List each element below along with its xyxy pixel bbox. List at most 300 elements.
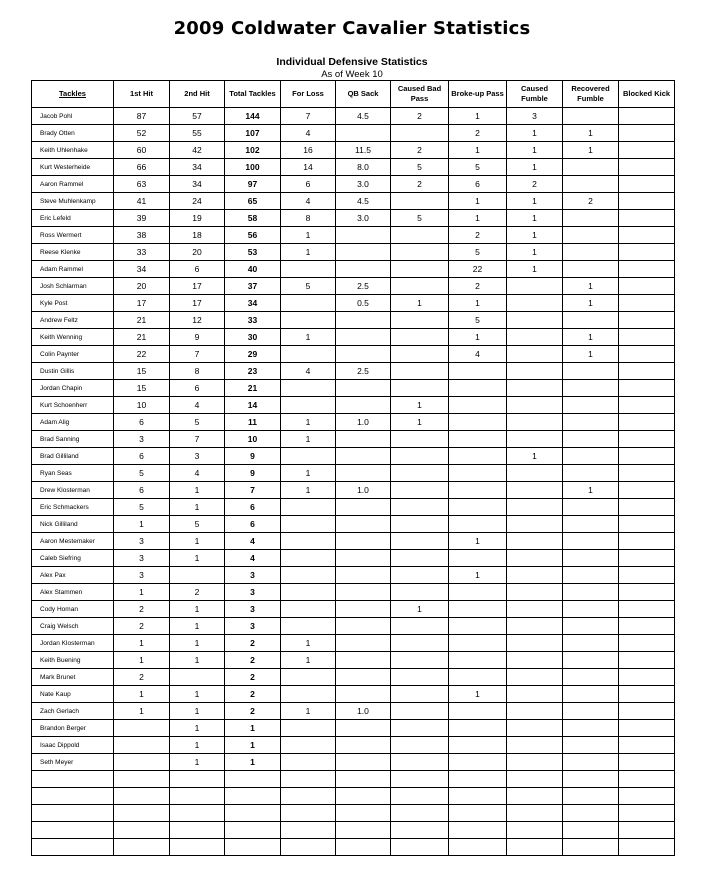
- second-hit-cell: 5: [170, 516, 225, 533]
- recovered-fumble-cell: [563, 448, 619, 465]
- qb-sack-cell: [336, 550, 391, 567]
- recovered-fumble-cell: [563, 210, 619, 227]
- caused-bad-pass-cell: [391, 737, 449, 754]
- caused-fumble-cell: [507, 584, 563, 601]
- recovered-fumble-cell: 1: [563, 329, 619, 346]
- player-name-cell: Josh Schlarman: [32, 278, 114, 295]
- table-row: [32, 720, 675, 737]
- qb-sack-cell: [336, 567, 391, 584]
- total-tackles-cell: 29: [225, 346, 281, 363]
- second-hit-cell: 8: [170, 363, 225, 380]
- blocked-kick-cell: [619, 805, 675, 822]
- second-hit-cell: [170, 805, 225, 822]
- for-loss-cell: [281, 618, 336, 635]
- first-hit-cell: 21: [114, 329, 170, 346]
- caused-bad-pass-cell: [391, 125, 449, 142]
- broke-up-pass-cell: [449, 397, 507, 414]
- for-loss-cell: [281, 771, 336, 788]
- caused-bad-pass-cell: [391, 533, 449, 550]
- blocked-kick-cell: [619, 346, 675, 363]
- first-hit-cell: 2: [114, 669, 170, 686]
- column-header-tackles: Tackles: [32, 81, 114, 108]
- recovered-fumble-cell: [563, 703, 619, 720]
- player-name-cell: Dustin Gillis: [32, 363, 114, 380]
- caused-fumble-cell: [507, 652, 563, 669]
- player-name-cell: [32, 788, 114, 805]
- total-tackles-cell: 65: [225, 193, 281, 210]
- broke-up-pass-cell: 1: [449, 108, 507, 125]
- for-loss-cell: 1: [281, 652, 336, 669]
- total-tackles-cell: 9: [225, 465, 281, 482]
- player-name-cell: Seth Meyer: [32, 754, 114, 771]
- qb-sack-cell: 4.5: [336, 108, 391, 125]
- blocked-kick-cell: [619, 516, 675, 533]
- second-hit-cell: 12: [170, 312, 225, 329]
- caused-fumble-cell: [507, 465, 563, 482]
- blocked-kick-cell: [619, 533, 675, 550]
- total-tackles-cell: 7: [225, 482, 281, 499]
- table-row: [32, 278, 675, 295]
- recovered-fumble-cell: [563, 584, 619, 601]
- caused-bad-pass-cell: [391, 346, 449, 363]
- caused-fumble-cell: 1: [507, 448, 563, 465]
- first-hit-cell: 20: [114, 278, 170, 295]
- caused-fumble-cell: [507, 737, 563, 754]
- blocked-kick-cell: [619, 567, 675, 584]
- table-row: [32, 771, 675, 788]
- player-name-cell: Craig Welsch: [32, 618, 114, 635]
- first-hit-cell: 21: [114, 312, 170, 329]
- recovered-fumble-cell: [563, 652, 619, 669]
- first-hit-cell: 1: [114, 652, 170, 669]
- blocked-kick-cell: [619, 193, 675, 210]
- for-loss-cell: [281, 380, 336, 397]
- total-tackles-cell: 97: [225, 176, 281, 193]
- second-hit-cell: [170, 669, 225, 686]
- blocked-kick-cell: [619, 601, 675, 618]
- first-hit-cell: [114, 737, 170, 754]
- recovered-fumble-cell: [563, 822, 619, 839]
- second-hit-cell: 4: [170, 397, 225, 414]
- for-loss-cell: [281, 312, 336, 329]
- recovered-fumble-cell: [563, 431, 619, 448]
- caused-bad-pass-cell: [391, 720, 449, 737]
- caused-fumble-cell: [507, 805, 563, 822]
- caused-bad-pass-cell: [391, 652, 449, 669]
- recovered-fumble-cell: [563, 312, 619, 329]
- recovered-fumble-cell: [563, 176, 619, 193]
- broke-up-pass-cell: [449, 550, 507, 567]
- table-row: [32, 516, 675, 533]
- broke-up-pass-cell: 2: [449, 125, 507, 142]
- table-row: [32, 635, 675, 652]
- total-tackles-cell: 2: [225, 652, 281, 669]
- table-row: [32, 108, 675, 125]
- qb-sack-cell: 2.5: [336, 278, 391, 295]
- second-hit-cell: 1: [170, 550, 225, 567]
- caused-fumble-cell: 1: [507, 210, 563, 227]
- caused-fumble-cell: [507, 278, 563, 295]
- table-row: [32, 465, 675, 482]
- first-hit-cell: [114, 839, 170, 856]
- for-loss-cell: 5: [281, 278, 336, 295]
- total-tackles-cell: 6: [225, 516, 281, 533]
- table-row: [32, 193, 675, 210]
- caused-bad-pass-cell: [391, 193, 449, 210]
- broke-up-pass-cell: 1: [449, 142, 507, 159]
- caused-bad-pass-cell: [391, 550, 449, 567]
- blocked-kick-cell: [619, 448, 675, 465]
- qb-sack-cell: [336, 380, 391, 397]
- column-header-total-tackles: Total Tackles: [225, 81, 281, 108]
- recovered-fumble-cell: [563, 839, 619, 856]
- broke-up-pass-cell: [449, 431, 507, 448]
- broke-up-pass-cell: [449, 618, 507, 635]
- first-hit-cell: 33: [114, 244, 170, 261]
- qb-sack-cell: [336, 822, 391, 839]
- total-tackles-cell: 56: [225, 227, 281, 244]
- caused-fumble-cell: [507, 363, 563, 380]
- second-hit-cell: 17: [170, 278, 225, 295]
- total-tackles-cell: 11: [225, 414, 281, 431]
- broke-up-pass-cell: [449, 652, 507, 669]
- player-name-cell: Caleb Siefring: [32, 550, 114, 567]
- second-hit-cell: 3: [170, 448, 225, 465]
- blocked-kick-cell: [619, 329, 675, 346]
- table-row: [32, 550, 675, 567]
- caused-bad-pass-cell: [391, 686, 449, 703]
- qb-sack-cell: 0.5: [336, 295, 391, 312]
- broke-up-pass-cell: [449, 414, 507, 431]
- column-header-caused-fumble: Caused Fumble: [507, 81, 563, 108]
- first-hit-cell: 87: [114, 108, 170, 125]
- for-loss-cell: [281, 669, 336, 686]
- first-hit-cell: 2: [114, 618, 170, 635]
- blocked-kick-cell: [619, 635, 675, 652]
- for-loss-cell: [281, 533, 336, 550]
- second-hit-cell: 1: [170, 499, 225, 516]
- second-hit-cell: 17: [170, 295, 225, 312]
- table-row: [32, 839, 675, 856]
- caused-fumble-cell: [507, 397, 563, 414]
- second-hit-cell: 6: [170, 261, 225, 278]
- player-name-cell: Aaron Rammel: [32, 176, 114, 193]
- caused-bad-pass-cell: [391, 805, 449, 822]
- player-name-cell: Ryan Seas: [32, 465, 114, 482]
- blocked-kick-cell: [619, 499, 675, 516]
- caused-fumble-cell: [507, 414, 563, 431]
- blocked-kick-cell: [619, 550, 675, 567]
- broke-up-pass-cell: [449, 516, 507, 533]
- recovered-fumble-cell: 1: [563, 346, 619, 363]
- recovered-fumble-cell: 1: [563, 125, 619, 142]
- blocked-kick-cell: [619, 618, 675, 635]
- for-loss-cell: [281, 584, 336, 601]
- player-name-cell: Jordan Klosterman: [32, 635, 114, 652]
- player-name-cell: Colin Paynter: [32, 346, 114, 363]
- first-hit-cell: 66: [114, 159, 170, 176]
- recovered-fumble-cell: [563, 363, 619, 380]
- first-hit-cell: 17: [114, 295, 170, 312]
- second-hit-cell: [170, 822, 225, 839]
- first-hit-cell: 5: [114, 499, 170, 516]
- for-loss-cell: [281, 720, 336, 737]
- table-row: [32, 363, 675, 380]
- column-header-1st-hit: 1st Hit: [114, 81, 170, 108]
- player-name-cell: Andrew Feltz: [32, 312, 114, 329]
- player-name-cell: Keith Wenning: [32, 329, 114, 346]
- table-row: [32, 295, 675, 312]
- for-loss-cell: [281, 788, 336, 805]
- table-row: [32, 125, 675, 142]
- qb-sack-cell: 1.0: [336, 703, 391, 720]
- total-tackles-cell: 53: [225, 244, 281, 261]
- caused-fumble-cell: [507, 295, 563, 312]
- for-loss-cell: [281, 737, 336, 754]
- recovered-fumble-cell: [563, 533, 619, 550]
- for-loss-cell: [281, 346, 336, 363]
- caused-fumble-cell: 1: [507, 227, 563, 244]
- for-loss-cell: 1: [281, 431, 336, 448]
- caused-bad-pass-cell: [391, 448, 449, 465]
- second-hit-cell: 1: [170, 533, 225, 550]
- recovered-fumble-cell: [563, 414, 619, 431]
- caused-bad-pass-cell: 2: [391, 176, 449, 193]
- first-hit-cell: 1: [114, 686, 170, 703]
- column-header-blocked-kick: Blocked Kick: [619, 81, 675, 108]
- for-loss-cell: 1: [281, 465, 336, 482]
- for-loss-cell: [281, 567, 336, 584]
- table-row: [32, 805, 675, 822]
- first-hit-cell: 63: [114, 176, 170, 193]
- second-hit-cell: 34: [170, 159, 225, 176]
- player-name-cell: Ross Wermert: [32, 227, 114, 244]
- blocked-kick-cell: [619, 125, 675, 142]
- player-name-cell: Jordan Chapin: [32, 380, 114, 397]
- blocked-kick-cell: [619, 431, 675, 448]
- blocked-kick-cell: [619, 108, 675, 125]
- recovered-fumble-cell: [563, 720, 619, 737]
- broke-up-pass-cell: [449, 822, 507, 839]
- for-loss-cell: 1: [281, 703, 336, 720]
- broke-up-pass-cell: 6: [449, 176, 507, 193]
- blocked-kick-cell: [619, 278, 675, 295]
- player-name-cell: Brad Sanning: [32, 431, 114, 448]
- broke-up-pass-cell: [449, 482, 507, 499]
- second-hit-cell: [170, 788, 225, 805]
- recovered-fumble-cell: [563, 567, 619, 584]
- recovered-fumble-cell: [563, 771, 619, 788]
- table-row: [32, 397, 675, 414]
- qb-sack-cell: [336, 261, 391, 278]
- blocked-kick-cell: [619, 210, 675, 227]
- second-hit-cell: 1: [170, 652, 225, 669]
- blocked-kick-cell: [619, 363, 675, 380]
- qb-sack-cell: [336, 465, 391, 482]
- qb-sack-cell: [336, 652, 391, 669]
- player-name-cell: Mark Brunet: [32, 669, 114, 686]
- for-loss-cell: 4: [281, 363, 336, 380]
- player-name-cell: Keith Uhlenhake: [32, 142, 114, 159]
- second-hit-cell: 2: [170, 584, 225, 601]
- qb-sack-cell: [336, 397, 391, 414]
- table-row: [32, 346, 675, 363]
- broke-up-pass-cell: 1: [449, 686, 507, 703]
- caused-bad-pass-cell: [391, 618, 449, 635]
- player-name-cell: Brandon Berger: [32, 720, 114, 737]
- player-name-cell: [32, 771, 114, 788]
- total-tackles-cell: 3: [225, 567, 281, 584]
- caused-bad-pass-cell: [391, 380, 449, 397]
- second-hit-cell: 1: [170, 703, 225, 720]
- broke-up-pass-cell: [449, 839, 507, 856]
- qb-sack-cell: 11.5: [336, 142, 391, 159]
- caused-fumble-cell: [507, 618, 563, 635]
- total-tackles-cell: 2: [225, 669, 281, 686]
- broke-up-pass-cell: 1: [449, 567, 507, 584]
- caused-fumble-cell: [507, 839, 563, 856]
- total-tackles-cell: 3: [225, 601, 281, 618]
- blocked-kick-cell: [619, 669, 675, 686]
- caused-bad-pass-cell: [391, 567, 449, 584]
- broke-up-pass-cell: 1: [449, 295, 507, 312]
- recovered-fumble-cell: [563, 686, 619, 703]
- first-hit-cell: 3: [114, 533, 170, 550]
- blocked-kick-cell: [619, 227, 675, 244]
- table-row: [32, 652, 675, 669]
- for-loss-cell: [281, 499, 336, 516]
- first-hit-cell: 3: [114, 567, 170, 584]
- total-tackles-cell: 100: [225, 159, 281, 176]
- blocked-kick-cell: [619, 839, 675, 856]
- table-row: [32, 686, 675, 703]
- for-loss-cell: [281, 754, 336, 771]
- player-name-cell: [32, 805, 114, 822]
- second-hit-cell: 6: [170, 380, 225, 397]
- table-row: [32, 312, 675, 329]
- total-tackles-cell: 2: [225, 635, 281, 652]
- first-hit-cell: 15: [114, 363, 170, 380]
- broke-up-pass-cell: [449, 703, 507, 720]
- qb-sack-cell: 8.0: [336, 159, 391, 176]
- table-subtitle: Individual Defensive Statistics: [276, 56, 428, 68]
- broke-up-pass-cell: [449, 754, 507, 771]
- caused-fumble-cell: [507, 720, 563, 737]
- caused-bad-pass-cell: [391, 329, 449, 346]
- caused-fumble-cell: 1: [507, 125, 563, 142]
- caused-bad-pass-cell: [391, 839, 449, 856]
- recovered-fumble-cell: [563, 244, 619, 261]
- qb-sack-cell: [336, 584, 391, 601]
- broke-up-pass-cell: 5: [449, 159, 507, 176]
- caused-bad-pass-cell: [391, 669, 449, 686]
- broke-up-pass-cell: 1: [449, 193, 507, 210]
- table-row: [32, 431, 675, 448]
- caused-fumble-cell: 1: [507, 244, 563, 261]
- for-loss-cell: 4: [281, 125, 336, 142]
- blocked-kick-cell: [619, 720, 675, 737]
- for-loss-cell: [281, 448, 336, 465]
- caused-bad-pass-cell: [391, 771, 449, 788]
- qb-sack-cell: [336, 839, 391, 856]
- first-hit-cell: 52: [114, 125, 170, 142]
- player-name-cell: [32, 822, 114, 839]
- first-hit-cell: [114, 720, 170, 737]
- caused-bad-pass-cell: [391, 363, 449, 380]
- caused-fumble-cell: [507, 499, 563, 516]
- recovered-fumble-cell: 1: [563, 295, 619, 312]
- player-name-cell: Adam Alig: [32, 414, 114, 431]
- player-name-cell: Aaron Mestemaker: [32, 533, 114, 550]
- player-name-cell: Reese Klenke: [32, 244, 114, 261]
- recovered-fumble-cell: [563, 227, 619, 244]
- blocked-kick-cell: [619, 737, 675, 754]
- qb-sack-cell: 4.5: [336, 193, 391, 210]
- broke-up-pass-cell: [449, 363, 507, 380]
- total-tackles-cell: [225, 839, 281, 856]
- qb-sack-cell: 3.0: [336, 210, 391, 227]
- qb-sack-cell: [336, 754, 391, 771]
- total-tackles-cell: 107: [225, 125, 281, 142]
- total-tackles-cell: [225, 788, 281, 805]
- player-name-cell: Adam Rammel: [32, 261, 114, 278]
- caused-bad-pass-cell: 1: [391, 397, 449, 414]
- player-name-cell: Zach Gerlach: [32, 703, 114, 720]
- recovered-fumble-cell: [563, 380, 619, 397]
- player-name-cell: Eric Schmackers: [32, 499, 114, 516]
- recovered-fumble-cell: 1: [563, 142, 619, 159]
- for-loss-cell: [281, 601, 336, 618]
- table-row: [32, 618, 675, 635]
- first-hit-cell: 6: [114, 414, 170, 431]
- for-loss-cell: 4: [281, 193, 336, 210]
- total-tackles-cell: 21: [225, 380, 281, 397]
- first-hit-cell: 1: [114, 584, 170, 601]
- blocked-kick-cell: [619, 771, 675, 788]
- recovered-fumble-cell: [563, 108, 619, 125]
- blocked-kick-cell: [619, 244, 675, 261]
- for-loss-cell: 1: [281, 635, 336, 652]
- for-loss-cell: 1: [281, 329, 336, 346]
- caused-fumble-cell: 2: [507, 176, 563, 193]
- table-body: [32, 108, 675, 856]
- for-loss-cell: [281, 397, 336, 414]
- total-tackles-cell: 4: [225, 533, 281, 550]
- qb-sack-cell: [336, 533, 391, 550]
- player-name-cell: Kurt Schoenherr: [32, 397, 114, 414]
- blocked-kick-cell: [619, 652, 675, 669]
- recovered-fumble-cell: [563, 788, 619, 805]
- total-tackles-cell: 1: [225, 754, 281, 771]
- caused-fumble-cell: [507, 346, 563, 363]
- first-hit-cell: 3: [114, 550, 170, 567]
- first-hit-cell: 1: [114, 635, 170, 652]
- second-hit-cell: 20: [170, 244, 225, 261]
- caused-fumble-cell: [507, 312, 563, 329]
- qb-sack-cell: [336, 499, 391, 516]
- column-header-2nd-hit: 2nd Hit: [170, 81, 225, 108]
- total-tackles-cell: 37: [225, 278, 281, 295]
- recovered-fumble-cell: 2: [563, 193, 619, 210]
- blocked-kick-cell: [619, 482, 675, 499]
- caused-bad-pass-cell: 1: [391, 295, 449, 312]
- first-hit-cell: 2: [114, 601, 170, 618]
- caused-fumble-cell: [507, 329, 563, 346]
- recovered-fumble-cell: [563, 159, 619, 176]
- recovered-fumble-cell: [563, 635, 619, 652]
- total-tackles-cell: 14: [225, 397, 281, 414]
- blocked-kick-cell: [619, 465, 675, 482]
